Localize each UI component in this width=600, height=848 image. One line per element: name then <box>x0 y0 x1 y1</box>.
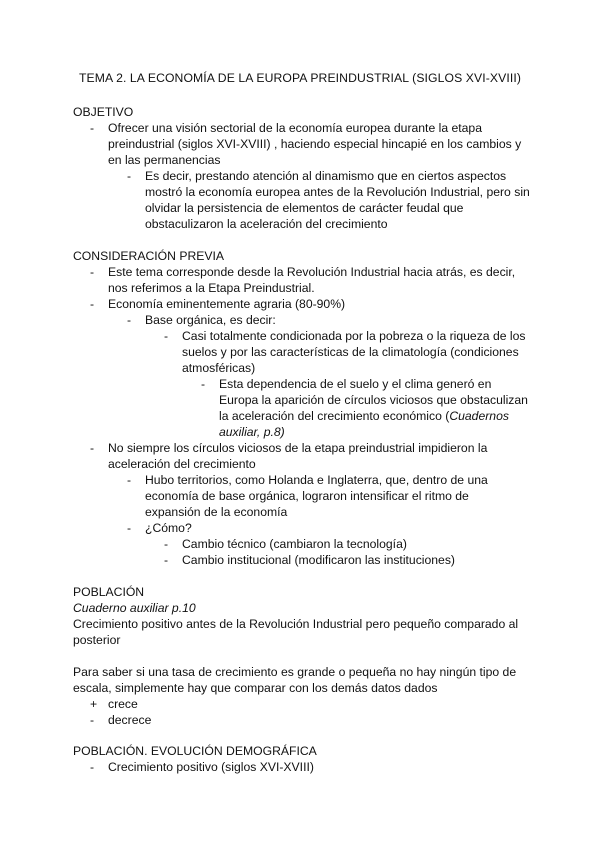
reference-cuaderno: Cuaderno auxiliar p.10 <box>73 601 196 615</box>
poblacion-reference <box>73 600 533 616</box>
plus-marker: + <box>90 697 98 711</box>
crece-item: crece <box>108 697 138 711</box>
document-title: TEMA 2. LA ECONOMÍA DE LA EUROPA PREINDUSTRIAL (SIGLOS XVI-XVIII) <box>79 71 521 85</box>
dash-marker: - <box>201 377 206 391</box>
poblacion-paragraph-2: Para saber si una tasa de crecimiento es grande o pequeña no hay ningún tipo de escala, simplemente hay que comparar con los demás datos dados <box>73 665 517 695</box>
dash-marker: - <box>90 297 95 311</box>
consideracion-item-2-sub-sub: Casi totalmente condicionada por la pobreza o la riqueza de los suelos y por las características de la climatología (condiciones atmosféricas) <box>182 329 526 375</box>
consideracion-item-3-sub-2: ¿Cómo? <box>145 521 192 535</box>
poblacion-paragraph-1: Crecimiento positivo antes de la Revolución Industrial pero pequeño comparado al posterior <box>73 617 519 647</box>
consideracion-item-2: Economía eminentemente agraria (80-90%) <box>108 297 346 311</box>
heading-evolucion: POBLACIÓN. EVOLUCIÓN DEMOGRÁFICA <box>73 744 317 758</box>
heading-consideracion: CONSIDERACIÓN PREVIA <box>73 249 225 263</box>
dash-marker: - <box>164 537 169 551</box>
objetivo-item-1: Ofrecer una visión sectorial de la economía europea durante la etapa preindustrial (siglos XVI-XVIII) , haciendo especial hincapié en los cambios y en las permanencias <box>108 121 522 167</box>
consideracion-item-2-sub: Base orgánica, es decir: <box>145 313 276 327</box>
heading-objetivo: OBJETIVO <box>73 105 134 119</box>
objetivo-item-1-sub: Es decir, prestando atención al dinamismo que en ciertos aspectos mostró la economía europea antes de la Revolución Industrial, pero sin olvidar la persistencia de elementos de carácter feudal que obstaculizaron la aceleración del crecimiento <box>145 169 530 231</box>
consideracion-item-3-sub-1: Hubo territorios, como Holanda e Inglaterra, que, dentro de una economía de base orgánica, lograron intensificar el ritmo de expansión de la economía <box>145 473 488 519</box>
evolucion-item-1: Crecimiento positivo (siglos XVI-XVIII) <box>108 760 314 774</box>
dependency-text: Esta dependencia de el suelo y el clima generó en Europa la aparición de círculos viciosos que obstaculizan la aceleración del crecimiento económico ( <box>219 377 528 423</box>
dash-marker: - <box>127 473 132 487</box>
heading-poblacion: POBLACIÓN <box>73 585 145 599</box>
consideracion-item-3: No siempre los círculos viciosos de la etapa preindustrial impidieron la aceleración del crecimiento <box>108 441 488 471</box>
reference-cuadernos: Cuadernos auxiliar, p.8) <box>219 409 509 439</box>
dash-marker: - <box>127 169 132 183</box>
dash-marker: - <box>127 313 132 327</box>
cambio-institucional: Cambio institucional (modificaron las instituciones) <box>182 553 455 567</box>
consideracion-item-1: Este tema corresponde desde la Revolución Industrial hacia atrás, es decir, nos referimos a la Etapa Preindustrial. <box>108 265 516 295</box>
dash-marker: - <box>127 521 132 535</box>
dash-marker: - <box>90 760 95 774</box>
dash-marker: - <box>90 441 95 455</box>
decrece-item: decrece <box>108 713 152 727</box>
dash-marker: - <box>90 713 95 727</box>
dash-marker: - <box>164 329 169 343</box>
dash-marker: - <box>90 121 95 135</box>
cambio-tecnico: Cambio técnico (cambiaron la tecnología) <box>182 537 407 551</box>
dash-marker: - <box>90 265 95 279</box>
dash-marker: - <box>164 553 169 567</box>
consideracion-item-2-sub-sub-sub <box>219 376 531 440</box>
